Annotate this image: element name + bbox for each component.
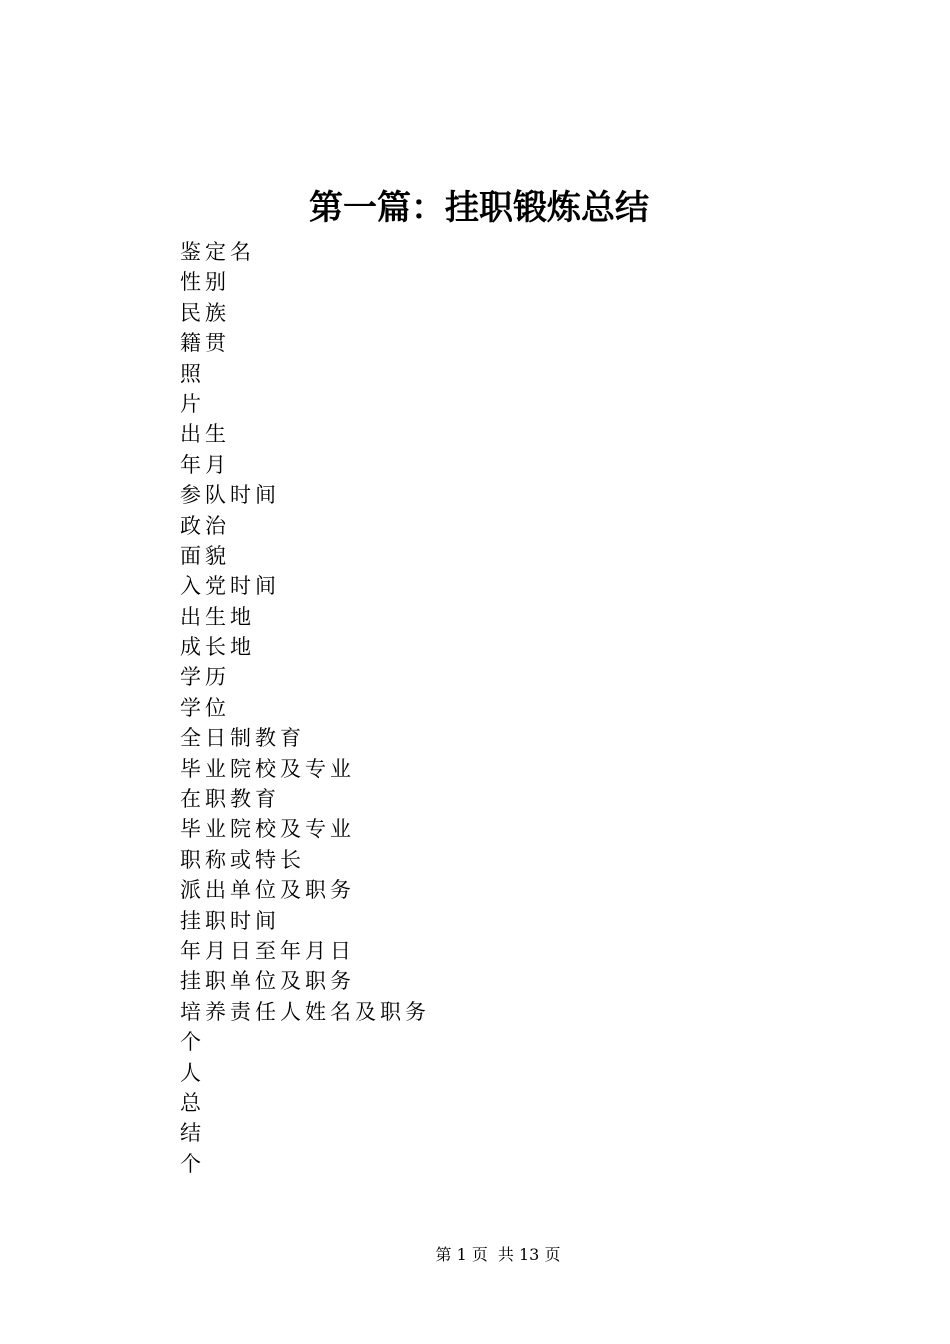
form-line: 出生: [180, 422, 230, 447]
form-line: 个: [180, 1151, 205, 1176]
form-line: 毕业院校及专业: [180, 756, 355, 781]
form-field-list: [180, 237, 740, 1179]
form-line: 片: [180, 391, 205, 416]
form-line: 学历: [180, 665, 230, 690]
document-title: 第一篇：挂职锻炼总结: [309, 188, 649, 228]
page-total: 共 13 页: [497, 1245, 561, 1264]
form-line: 培养责任人姓名及职务: [180, 999, 430, 1024]
form-line: 挂职时间: [180, 908, 280, 933]
form-line: 入党时间: [180, 574, 280, 599]
form-line: 结: [180, 1121, 205, 1146]
form-line: 照: [180, 361, 205, 386]
form-line: 鉴定名: [180, 240, 255, 264]
form-line: 出生地: [180, 604, 255, 629]
form-line: 民族: [180, 300, 230, 325]
form-line: 人: [180, 1060, 205, 1085]
form-line: 挂职单位及职务: [180, 969, 355, 994]
form-line: 学位: [180, 695, 230, 720]
form-line: 政治: [180, 513, 230, 538]
form-line: 全日制教育: [180, 726, 305, 751]
form-line: 派出单位及职务: [180, 878, 355, 903]
form-line: 在职教育: [180, 787, 280, 812]
form-line: 参队时间: [180, 483, 280, 508]
form-line: 性别: [180, 270, 230, 295]
form-line: 总: [180, 1090, 205, 1115]
page-footer: [0, 1243, 950, 1267]
form-line: 年月: [180, 452, 230, 477]
form-line: 面貌: [180, 543, 230, 568]
form-line: 毕业院校及专业: [180, 817, 355, 842]
form-line: 成长地: [180, 635, 255, 660]
form-line: 个: [180, 1030, 205, 1055]
form-line: 职称或特长: [180, 847, 305, 872]
form-line: 年月日至年月日: [180, 938, 355, 963]
page-number: 第 1 页: [435, 1245, 488, 1264]
form-line: 籍贯: [180, 331, 230, 356]
